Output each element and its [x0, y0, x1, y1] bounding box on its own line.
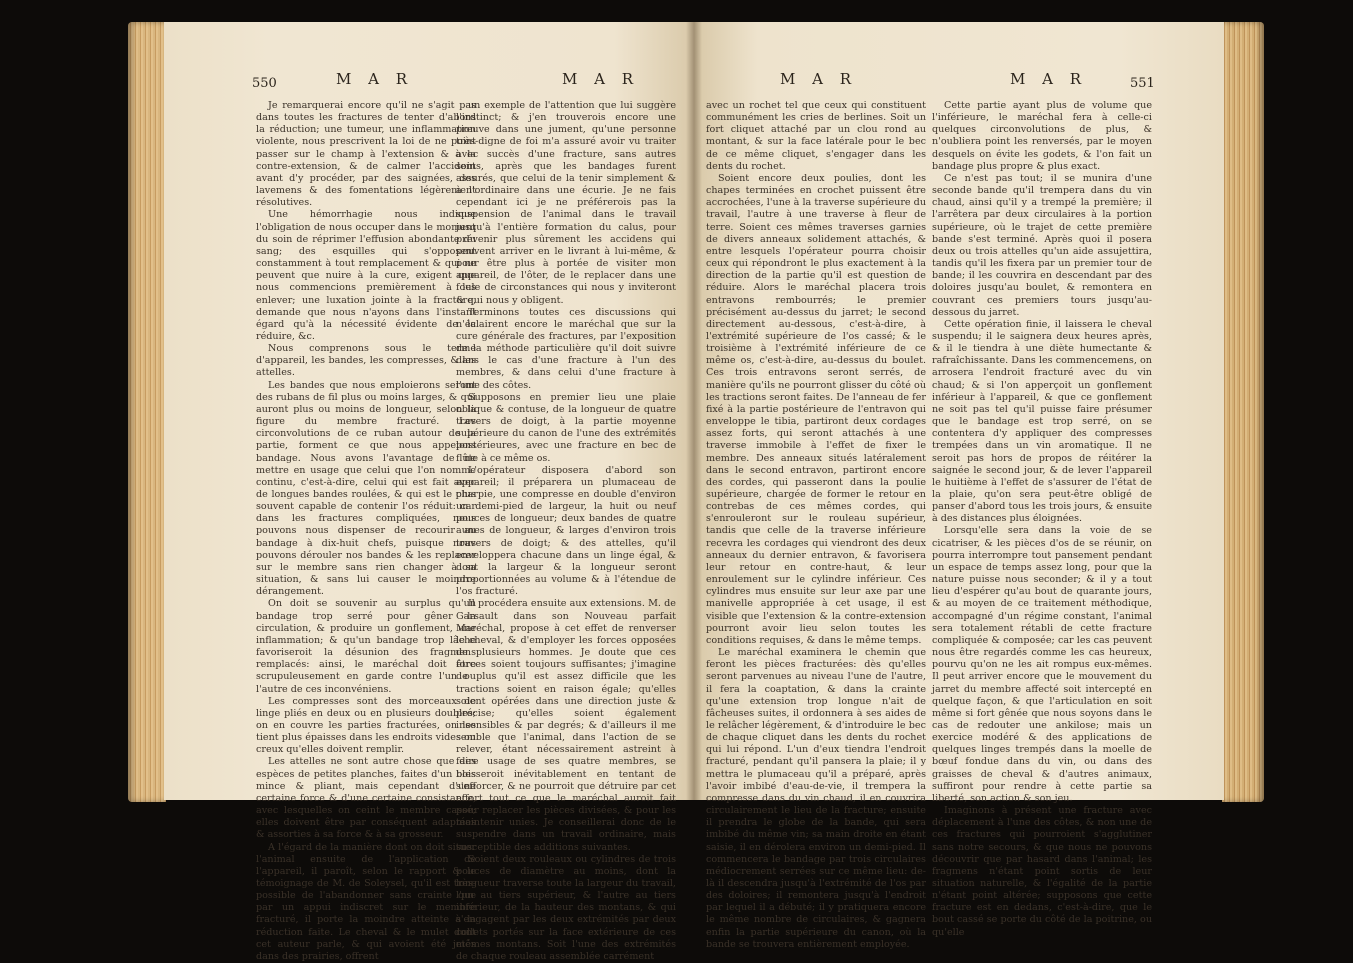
text-column: [456, 100, 676, 962]
text-column: [256, 100, 476, 962]
text-column: [706, 100, 926, 950]
text-column: [932, 100, 1152, 938]
paragraph: Les attelles ne sont autre chose que des espèces de petites planches, faites d'un bois mince & pliant, mais cependant d'une certaine force & d'une certaine consistance, avec lesquelles on ceint le membre cassé; elles doivent être par conséquent adaptées & assorties à sa force & à sa grosseur.: [256, 756, 476, 841]
page-number: 551: [1130, 76, 1155, 91]
paragraph: Je remarquerai encore qu'il ne s'agit pas dans toutes les fractures de tenter d'abord la réduction; une tumeur, une inflammation violente, nous prescrivent la loi de ne point passer sur le champ à l'extension & à la contre-extension, & de calmer l'accident avant d'y procéder, par des saignées, des lavemens & des fomentations légèrement résolutives.: [256, 100, 476, 209]
paragraph: Il procédera ensuite aux extensions. M. de Garsault dans son Nouveau parfait Maréchal, propose à cet effet de renverser le cheval, & d'employer les forces opposées de plusieurs hommes. Je doute que ces forces soient toujours suffisantes; j'imagine de plus qu'il est assez difficile que les tractions soient en raison égale; qu'elles soient opérées dans une direction juste & précise; qu'elles soient également insensibles & par degrés; & d'ailleurs il me semble que l'animal, dans l'action de se relever, étant nécessairement astreint à faire usage de ses quatre membres, se blesseroit inévitablement en tentant de s'efforcer, & ne pourroit que détruire par cet effort tout ce que le maréchal auroit fait pour replacer les pièces divisées, & pour les maintenir unies. Je conseillerai donc de le suspendre dans un travail ordinaire, mais susceptible des additions suivantes.: [456, 598, 676, 853]
paragraph: Lorsqu'elle sera dans la voie de se cicatriser, & les pièces d'os de se réunir, on pourra interrompre tout pansement pendant un espace de temps assez long, pour que la nature puisse nous seconder; & il y a tout lieu d'espérer qu'au bout de quarante jours, & au moyen de ce traitement méthodique, accompagné d'un régime constant, l'animal sera totalement rétabli de cette fracture compliquée & composée; car les cas peuvent nous être regardés comme les cas heureux, pourvu qu'on ne les ait rompus eux-mêmes. Il peut arriver encore que le mouvement du jarret du membre affecté soit intercepté en quelque façon, & que l'articulation en soit même si fort gênée que nous soyons dans le cas de redouter une ankilose; mais un exercice modéré & des applications de quelques linges trempés dans la moelle de bœuf fondue dans du vin, ou dans des graisses de cheval & d'autres animaux, suffiront pour rendre à cette partie sa liberté, son action & son jeu.: [932, 525, 1152, 804]
paragraph: Ce n'est pas tout; il se munira d'une seconde bande qu'il trempera dans du vin chaud, ainsi qu'il y a trempé la première; il l'arrêtera par deux circulaires à la portion supérieure, où le trajet de cette première bande s'est terminé. Après quoi il posera deux ou trois attelles qu'un aide assujettira, tandis qu'il les fixera par un premier tour de bande; il les couvrira en descendant par des doloires jusqu'au boulet, & remontera en couvrant ces premiers tours jusqu'au-dessous du jarret.: [932, 172, 1152, 318]
paragraph: A l'égard de la manière dont on doit situer l'animal ensuite de l'application de l'appareil, il paroît, selon le rapport & le témoignage de M. de Soleysel, qu'il est très-possible de l'abandonner sans crainte que par un appui indiscret sur le membre fracturé, il porte la moindre atteinte à la réduction faite. Le cheval & le mulet dont cet auteur parle, & qui avoient été jetés dans des prairies, offrent: [256, 841, 476, 962]
book-fore-edge-left: [128, 22, 166, 802]
page-number: 550: [252, 76, 277, 91]
running-header: M A R: [562, 70, 640, 88]
paragraph: Cette opération finie, il laissera le cheval suspendu; il le saignera deux heures après, & il le tiendra à une diète humectante & rafraîchissante. Dans les commencemens, on arrosera l'endroit fracturé avec du vin chaud; & si l'on apperçoit un gonflement inférieur à l'appareil, & que ce gonflement ne soit pas tel qu'il puisse faire présumer que le bandage est trop serré, on se contentera d'y appliquer des compresses trempées dans un vin aromatique. Il ne seroit pas hors de propos de réitérer la saignée le second jour, & de lever l'appareil le huitième à l'effet de s'assurer de l'état de la plaie, qu'on sera peut-être obligé de panser d'abord tous les trois jours, & ensuite à des distances plus éloignées.: [932, 318, 1152, 525]
paragraph: Une hémorrhagie nous indique l'obligation de nous occuper dans le moment du soin de réprimer l'effusion abondante du sang; des esquilles qui s'opposent constamment à tout remplacement & qui ne peuvent que nuire à la cure, exigent que nous commencions premièrement à les enlever; une luxation jointe à la fracture, demande que nous n'ayons dans l'instant égard qu'à la nécessité évidente de la réduire, &c.: [256, 209, 476, 342]
running-header: M A R: [336, 70, 414, 88]
running-header: M A R: [1010, 70, 1088, 88]
paragraph: Soient deux rouleaux ou cylindres de trois pouces de diamètre au moins, dont la longueur traverse toute la largeur du travail, l'un au tiers supérieur, & l'autre au tiers inférieur, de la hauteur des montans, & qui s'engagent par les deux extrémités par deux collets portés sur la face extérieure de ces mêmes montans. Soit l'une des extrémités de chaque rouleau assemblée carrément: [456, 853, 676, 962]
paragraph: Soient encore deux poulies, dont les chapes terminées en crochet puissent être accrochées, l'une à la traverse supérieure du travail, l'autre à une traverse à fleur de terre. Soient ces mêmes traverses garnies de divers anneaux solidement attachés, & entre lesquels l'opérateur pourra choisir ceux qui répondront le plus exactement à la direction de la partie qu'il est question de réduire. Alors le maréchal placera trois entravons rembourrés; le premier précisément au-dessus du jarret; le second directement au-dessous, c'est-à-dire, à l'extrémité supérieure de l'os cassé; & le troisième à l'extrémité inférieure de ce même os, c'est-à-dire, au-dessus du boulet. Ces trois entravons seront serrés, de manière qu'ils ne pourront glisser du côté où les tractions seront faites. De l'anneau de fer fixé à la partie postérieure de l'entravon qui enveloppe le tibia, partiront deux cordages assez forts, qui seront attachés à une traverse immobile à l'effet de fixer le membre. Des anneaux situés latéralement dans le second entravon, partiront encore des cordes, qui passeront dans la poulie supérieure, chargée de former le retour en contrebas de ces mêmes cordes, qui s'enrouleront sur le rouleau supérieur, tandis que celle de la traverse inférieure recevra les cordages qui viendront des deux anneaux du dernier entravon, & favorisera leur retour en contre-haut, & leur enroulement sur le cylindre inférieur. Ces cylindres mus ensuite sur leur axe par une manivelle appropriée à cet usage, il est visible que l'extension & la contre-extension pourront avoir lieu selon toutes les conditions requises, & dans le même temps.: [706, 172, 926, 646]
paragraph: Supposons en premier lieu une plaie oblique & contuse, de la longueur de quatre travers de doigt, à la partie moyenne supérieure du canon de l'une des extrémités postérieures, avec une fracture en bec de flûte à ce même os.: [456, 391, 676, 464]
book-fore-edge-right: [1222, 22, 1264, 802]
paragraph: un exemple de l'attention que lui suggère l'instinct; & j'en trouverois encore une preuve dans une jument, qu'une personne très-digne de foi m'a assuré avoir vu traiter avec succès d'une fracture, sans autres soins, après que les bandages furent assurés, que celui de la tenir simplement & à l'ordinaire dans une écurie. Je ne fais cependant ici je ne préférerois pas la suspension de l'animal dans le travail jusqu'à l'entière formation du calus, pour prévenir plus sûrement les accidens qui peuvent arriver en le livrant à lui-même, & pour être plus à portée de visiter mon appareil, de l'ôter, de le replacer dans une foule de circonstances qui nous y inviteront & qui nous y obligent.: [456, 100, 676, 306]
paragraph: On doit se souvenir au surplus qu'un bandage trop serré pour gêner la circulation, & produire un gonflement, une inflammation; & qu'un bandage trop lâche favoriseroit la désunion des fragmens remplacés: ainsi, le maréchal doit être scrupuleusement en garde contre l'un ou l'autre de ces inconvéniens.: [256, 598, 476, 695]
paragraph: Le maréchal examinera le chemin que feront les pièces fracturées: dès qu'elles seront parvenues au niveau l'une de l'autre, il fera la coaptation, & dans la crainte qu'une extension trop longue n'ait de fâcheuses suites, il ordonnera à ses aides de le relâcher légèrement, & d'introduire le bec de chaque cliquet dans les dents du rochet qui lui répond. L'un d'eux tiendra l'endroit fracturé, pendant qu'il pansera la plaie; il y mettra le plumaceau qu'il a préparé, après l'avoir imbibé d'eau-de-vie, il trempera la compresse dans du vin chaud, il en couvrira circulairement le lieu de la fracture; ensuite il prendra le globe de la bande, qui sera imbibé du même vin; sa main droite en étant saisie, il en dérolera environ un demi-pied. Il commencera le bandage par trois circulaires médiocrement serrées sur ce même lieu: de-là il descendra jusqu'à l'extrémité de l'os par des doloires; il remontera jusqu'à l'endroit par lequel il a débuté; il y pratiquera encore le même nombre de circulaires, & gagnera enfin la partie supérieure du canon, où la bande se trouvera entièrement employée.: [706, 647, 926, 950]
paragraph: Cette partie ayant plus de volume que l'inférieure, le maréchal fera à celle-ci quelques circonvolutions de plus, & n'oubliera point les renversés, par le moyen desquels on évite les godets, & l'on fait un bandage plus propre & plus exact.: [932, 100, 1152, 172]
book-gutter: [686, 22, 702, 800]
paragraph: Terminons toutes ces discussions qui n'éclairent encore le maréchal que sur la cure générale des fractures, par l'exposition de la méthode particulière qu'il doit suivre dans le cas d'une fracture à l'un des membres, & dans celui d'une fracture à l'une des côtes.: [456, 306, 676, 391]
left-page: [164, 22, 694, 962]
right-page: [694, 22, 1224, 950]
running-header: M A R: [780, 70, 858, 88]
paragraph: Imaginons à présent une fracture avec déplacement à l'une des côtes, & non une de ces fractures qui pourroient s'agglutiner sans notre secours, & que nous ne pouvons découvrir que par hasard dans l'animal; les fragmens n'étant point sortis de leur situation naturelle, & l'égalité de la partie n'étant point altérée; supposons que cette fracture est en dedans, c'est-à-dire, que le bout cassé se porte du côté de la poitrine, ou qu'elle: [932, 805, 1152, 938]
paragraph: L'opérateur disposera d'abord son appareil; il préparera un plumaceau de charpie, une compresse en double d'environ un demi-pied de largeur, la huit ou neuf pouces de longueur; deux bandes de quatre aunes de longueur, & larges d'environ trois travers de doigt; & des attelles, qu'il enveloppera chacune dans un linge égal, & dont la largeur & la longueur seront proportionnées au volume & à l'étendue de l'os fracturé.: [456, 464, 676, 598]
paragraph: avec un rochet tel que ceux qui constituent communément les cries de berlines. Soit un fort cliquet attaché par un clou rond au montant, & sur la face latérale pour le bec de ce même cliquet, s'engager dans les dents du rochet.: [706, 100, 926, 172]
paragraph: Les bandes que nous emploierons seront des rubans de fil plus ou moins larges, & qui auront plus ou moins de longueur, selon la figure du membre fracturé. Les circonvolutions de ce ruban autour de la partie, forment ce que nous appelons bandage. Nous avons l'avantage de ne mettre en usage que celui que l'on nomme continu, c'est-à-dire, celui qui est fait avec de longues bandes roulées, & qui est le plus souvent capable de contenir l'os réduit: car dans les fractures compliquées, nous pouvons nous dispenser de recourir au bandage à dix-huit chefs, puisque nous pouvons dérouler nos bandes & les replacer sur le membre sans rien changer à sa situation, & sans lui causer le moindre dérangement.: [256, 379, 476, 598]
paragraph: Les compresses sont des morceaux de linge pliés en deux ou en plusieurs doubles; on en couvre les parties fracturées, on les tient plus épaisses dans les endroits vides ou creux qu'elles doivent remplir.: [256, 695, 476, 756]
paragraph: Nous comprenons sous le terme d'appareil, les bandes, les compresses, & les attelles.: [256, 343, 476, 379]
